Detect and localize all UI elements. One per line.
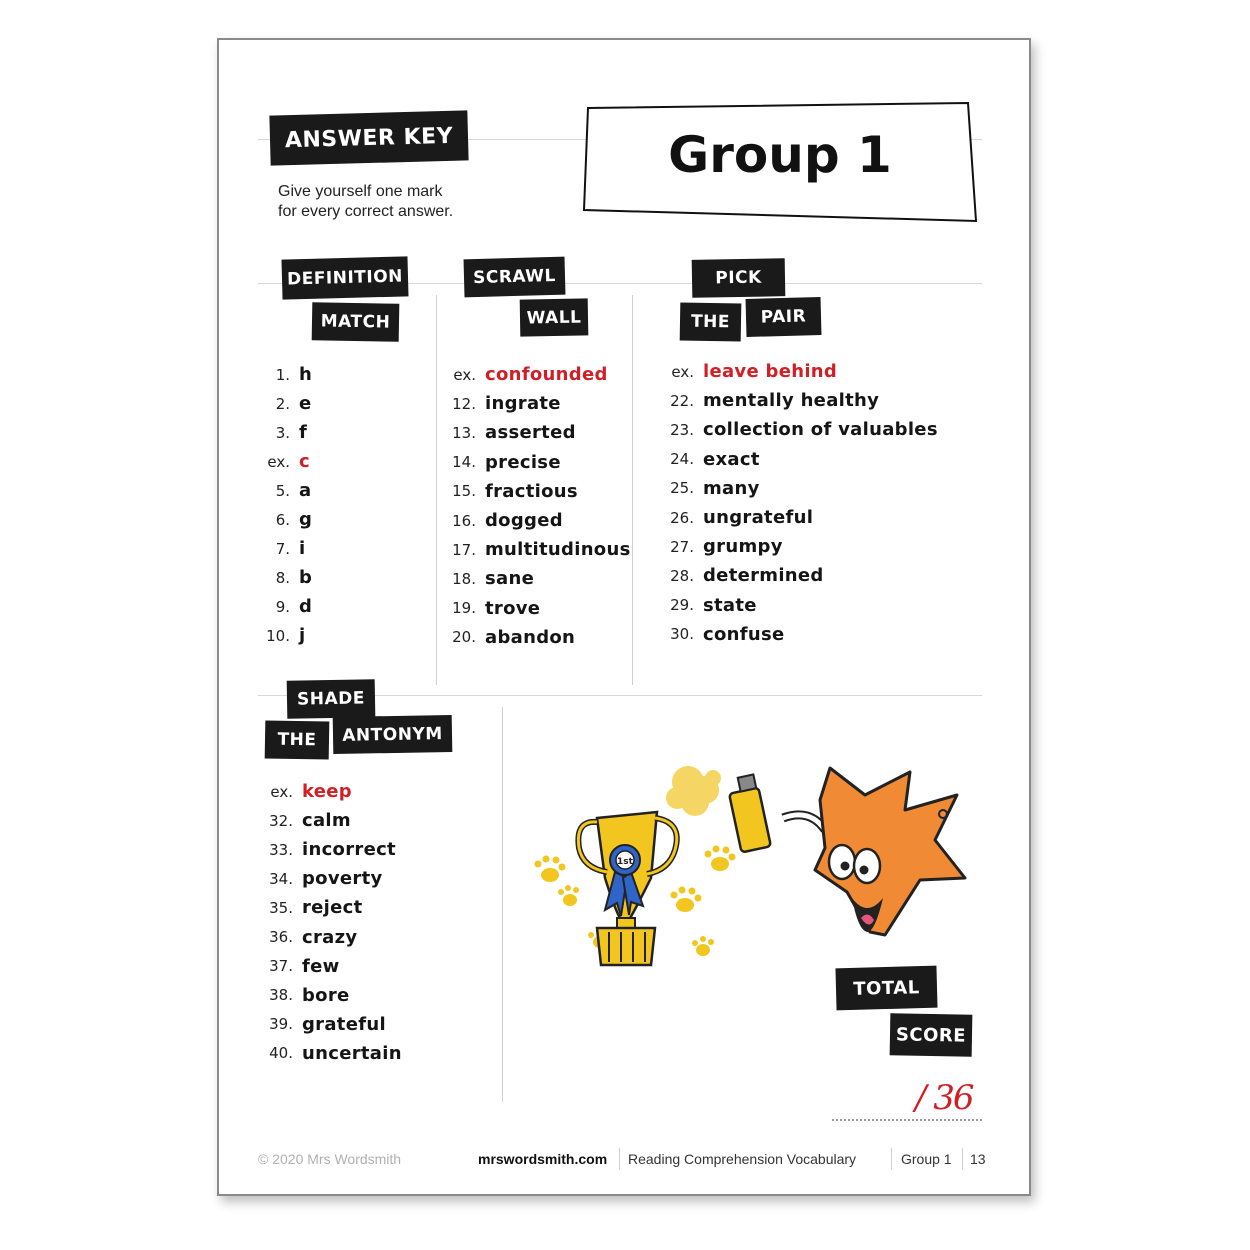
footer-divider-3 (962, 1148, 963, 1170)
score-line (832, 1119, 982, 1121)
answer-text: grateful (302, 1013, 386, 1035)
answer-text: determined (703, 565, 824, 587)
question-number: 12. (452, 394, 476, 413)
answer-text: h (299, 364, 313, 385)
answer-row (258, 447, 310, 476)
answer-text: multitudinous (485, 539, 631, 561)
answer-text: b (299, 567, 313, 588)
answer-text: a (299, 480, 312, 501)
answer-text: few (302, 955, 340, 977)
answer-row (660, 532, 783, 561)
answer-text: incorrect (302, 839, 396, 861)
answer-text: trove (485, 597, 541, 619)
question-number: 25. (670, 479, 694, 498)
shade-the-antonym-tag-1: SHADE (287, 679, 376, 719)
example-answer: confounded (485, 364, 608, 385)
answer-text: j (299, 625, 306, 646)
answer-row (442, 506, 563, 535)
answer-row (260, 864, 383, 893)
question-number: 26. (670, 508, 694, 527)
answer-text: collection of valuables (703, 419, 938, 441)
answer-row (442, 360, 608, 389)
svg-text:1st: 1st (617, 857, 633, 867)
score-out-of: / 36 (915, 1078, 973, 1118)
answer-row (258, 563, 312, 592)
answer-row (442, 418, 576, 447)
answer-text: ungrateful (703, 507, 814, 528)
instructions-line1: Give yourself one mark (278, 183, 443, 200)
page-number: 13 (970, 1151, 986, 1167)
question-number: 37. (269, 957, 293, 976)
question-number: 8. (275, 568, 290, 587)
question-number: ex. (453, 365, 476, 384)
answer-text: dogged (485, 510, 563, 531)
answer-row (442, 477, 578, 506)
question-number: 1. (275, 365, 290, 384)
answer-row (660, 445, 760, 474)
question-number: 29. (670, 596, 694, 615)
answer-row (442, 564, 534, 593)
spray-can-icon (729, 774, 825, 852)
question-number: 19. (452, 599, 476, 618)
answer-text: sane (485, 568, 535, 590)
answer-row (258, 360, 312, 389)
example-answer: c (299, 451, 310, 472)
answer-text: abandon (485, 626, 576, 648)
answer-row (260, 1010, 386, 1039)
question-number: 3. (275, 423, 290, 442)
answer-text: state (703, 594, 757, 616)
cat-character-icon (815, 768, 965, 935)
scrawl-wall-tag-2: WALL (520, 298, 589, 336)
answer-text: e (299, 393, 312, 414)
answer-row (260, 923, 357, 952)
shade-the-antonym-tag-3: ANTONYM (333, 715, 453, 754)
question-number: 16. (452, 511, 476, 530)
question-number: 22. (670, 391, 694, 410)
answer-text: asserted (485, 422, 576, 444)
answer-text: reject (302, 897, 363, 919)
answer-text: grumpy (703, 536, 783, 558)
book-title: Reading Comprehension Vocabulary (628, 1151, 857, 1167)
answer-text: calm (302, 810, 351, 832)
footer-divider-2 (891, 1148, 892, 1170)
answer-row (258, 592, 312, 621)
answer-text: exact (703, 448, 760, 470)
question-number: ex. (267, 452, 290, 471)
answer-row (260, 1039, 402, 1068)
cat-spraying-trophy-illustration (525, 760, 970, 975)
answer-row (258, 534, 305, 563)
answer-text: poverty (302, 868, 383, 890)
answer-text: many (703, 477, 760, 499)
definition-match-tag-2: MATCH (312, 302, 400, 342)
column-divider-3 (502, 707, 503, 1102)
pick-the-pair-tag-1: PICK (692, 258, 786, 298)
question-number: 24. (670, 450, 694, 469)
answer-text: crazy (302, 926, 358, 948)
answer-row (660, 386, 879, 415)
answer-row (442, 623, 575, 652)
question-number: 39. (269, 1015, 293, 1034)
answer-row (660, 357, 837, 386)
answer-row (442, 448, 561, 477)
copyright: © 2020 Mrs Wordsmith (258, 1151, 402, 1167)
answer-row (442, 535, 631, 564)
question-number: 6. (275, 510, 290, 529)
pick-the-pair-tag-2: THE (680, 302, 742, 341)
question-number: 34. (269, 869, 293, 888)
answer-row (260, 777, 352, 806)
answer-row (260, 893, 363, 922)
answer-row (258, 418, 307, 447)
answer-row (660, 415, 938, 444)
total-score-tag-1: TOTAL (835, 966, 937, 1011)
answer-row (260, 981, 350, 1010)
answer-row (260, 835, 396, 864)
question-number: ex. (270, 782, 293, 801)
answer-text: fractious (485, 480, 578, 502)
column-divider-1 (436, 295, 437, 685)
question-number: 35. (269, 898, 293, 917)
answer-row (260, 952, 340, 981)
answer-text: i (299, 538, 306, 559)
question-number: 36. (269, 928, 293, 946)
question-number: 14. (452, 453, 476, 472)
answer-row (660, 561, 824, 590)
example-answer: leave behind (703, 361, 838, 382)
instructions-line2: for every correct answer. (278, 203, 454, 220)
question-number: 38. (269, 986, 293, 1005)
answer-key-label: ANSWER KEY (269, 110, 468, 165)
question-number: 7. (275, 539, 290, 558)
question-number: 20. (452, 628, 476, 647)
answer-text: bore (302, 984, 350, 1006)
answer-row (258, 505, 312, 534)
question-number: 2. (275, 394, 290, 413)
answer-row (660, 591, 757, 620)
answer-row (258, 621, 305, 650)
question-number: 13. (452, 423, 476, 442)
question-number: 32. (269, 811, 293, 830)
question-number: 5. (275, 481, 290, 500)
footer-group: Group 1 (901, 1151, 952, 1167)
question-number: 33. (269, 840, 293, 859)
answer-row (258, 389, 312, 418)
answer-text: mentally healthy (703, 390, 880, 412)
question-number: 10. (266, 626, 290, 645)
question-number: 15. (452, 482, 476, 501)
question-number: 27. (670, 537, 694, 556)
total-score-tag-2: SCORE (890, 1013, 973, 1056)
answer-row (442, 389, 561, 418)
question-number: 17. (452, 540, 476, 559)
answer-row (660, 474, 760, 503)
answer-text: confuse (703, 623, 785, 645)
shade-the-antonym-tag-2: THE (265, 720, 330, 759)
answer-text: d (299, 596, 313, 617)
question-number: 23. (670, 420, 694, 439)
answer-row (442, 594, 540, 623)
question-number: 18. (452, 569, 476, 588)
question-number: 9. (275, 597, 290, 616)
answer-row (660, 620, 785, 649)
footer-divider-1 (619, 1148, 620, 1170)
group-title: Group 1 (668, 126, 892, 184)
answer-text: f (299, 422, 308, 443)
scrawl-wall-tag-1: SCRAWL (464, 257, 566, 298)
example-answer: keep (302, 781, 352, 802)
answer-text: uncertain (302, 1042, 402, 1064)
answer-row (660, 503, 813, 532)
column-divider-2 (632, 295, 633, 685)
pick-the-pair-tag-3: PAIR (746, 297, 822, 337)
question-number: 28. (670, 566, 694, 585)
question-number: ex. (671, 362, 694, 381)
answer-text: g (299, 509, 313, 530)
answer-row (258, 476, 311, 505)
answer-row (260, 806, 351, 835)
spray-cloud-icon (666, 766, 721, 816)
website-link[interactable]: mrswordsmith.com (478, 1151, 608, 1167)
question-number: 30. (670, 625, 694, 644)
question-number: 40. (269, 1044, 293, 1063)
definition-match-tag-1: DEFINITION (281, 256, 408, 299)
answer-text: ingrate (485, 393, 561, 415)
answer-text: precise (485, 451, 561, 473)
